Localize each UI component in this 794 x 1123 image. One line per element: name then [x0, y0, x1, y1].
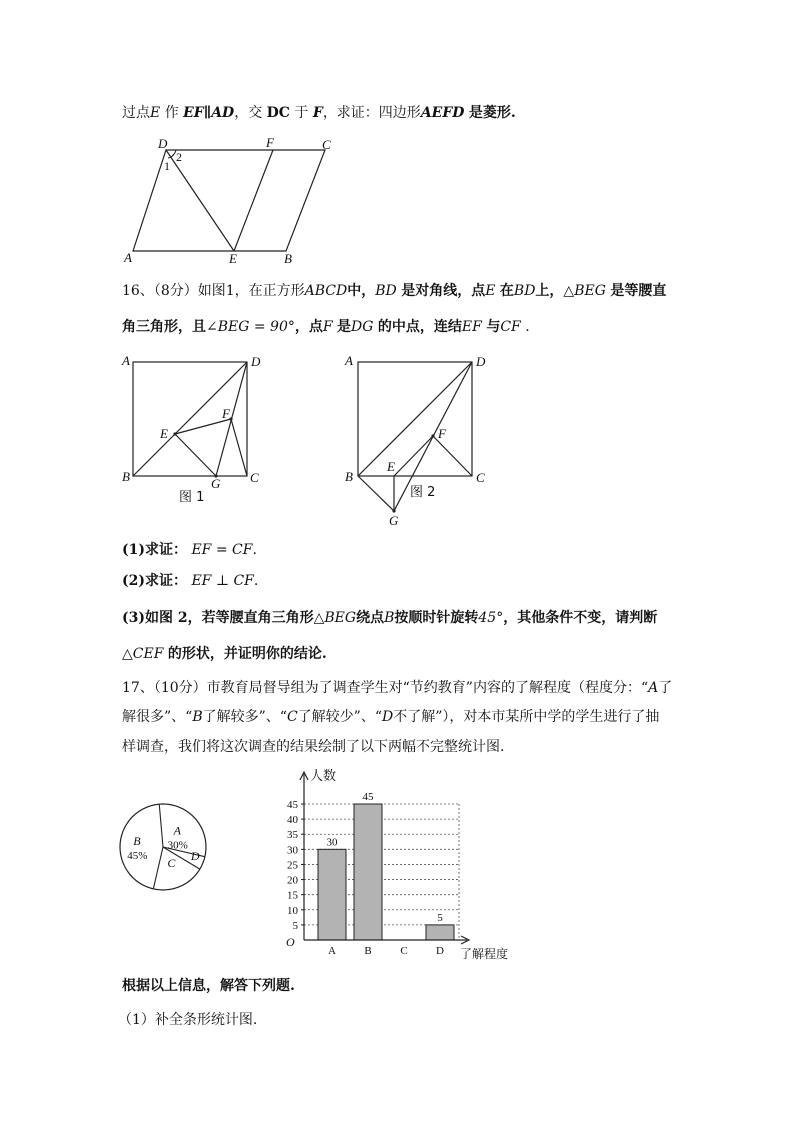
q16-seg-ef: EF	[461, 319, 482, 335]
segment-de	[166, 150, 234, 251]
q16-part-label: (1)求证：	[122, 542, 187, 558]
q16-text: (3)如图 2，若等腰直角三角形	[122, 610, 314, 626]
q17-statement-line2	[122, 708, 659, 726]
pie-percent-b: 45%	[127, 850, 148, 863]
pie-label-d: D	[190, 848, 200, 863]
q16-text: .	[525, 319, 530, 335]
label-d: D	[476, 354, 486, 369]
q17-text: 了解较少”、“	[297, 709, 382, 725]
q16-degree: 45°	[478, 610, 504, 626]
x-tick-labels	[328, 945, 444, 957]
q16-square: ABCD	[304, 283, 348, 299]
bar-chart	[282, 768, 517, 968]
bar-data-label-b: 45	[362, 791, 374, 803]
q17-text: 样调查，我们将这次调查的结果绘制了以下两幅不完整统计图.	[122, 739, 505, 755]
label-g: G	[211, 476, 221, 491]
q15-text: 于	[294, 105, 309, 121]
q16-text: .	[253, 573, 259, 589]
q16-triangle-beg: △BEG	[563, 283, 606, 299]
x-tick-label-b: B	[364, 945, 372, 957]
q16-text: 的形状，并证明你的结论.	[167, 646, 327, 662]
q17-text: 不了解”），对本市某所中学的学生进行了抽	[393, 709, 660, 725]
y-tick-label: 5	[292, 919, 298, 932]
segment-bg	[358, 476, 394, 511]
y-tick-labels	[287, 799, 299, 932]
figure-1-caption: 图 1	[179, 490, 205, 505]
q17-text: 根据以上信息，解答下列题.	[122, 978, 295, 994]
label-a: A	[345, 353, 353, 368]
origin-label: O	[286, 935, 295, 949]
label-f: F	[266, 135, 274, 150]
label-b: B	[284, 251, 292, 266]
q16-text: 在	[499, 283, 514, 299]
label-f: F	[222, 406, 230, 421]
x-tick-label-a: A	[328, 945, 336, 957]
q16-seg-bd: BD	[375, 283, 397, 299]
q16-part-expr: EF ⊥ CF	[191, 573, 254, 589]
q16-text: 是对角线，点	[401, 283, 486, 299]
bar-series	[318, 791, 454, 940]
label-e: E	[229, 251, 237, 266]
q16-text: 绕点	[356, 610, 385, 626]
figure-2-caption: 图 2	[410, 485, 436, 500]
label-c: C	[476, 470, 485, 485]
pie-slice-b-edge	[153, 847, 163, 889]
segment-fc	[231, 419, 247, 476]
q16-triangle-cef: △CEF	[122, 646, 164, 662]
q16-point-f: F	[322, 319, 333, 335]
q15-figure	[110, 130, 350, 270]
q16-part-3-line2	[122, 645, 327, 663]
pie-label-c: C	[167, 855, 176, 870]
point-f	[431, 434, 434, 437]
q15-seg-ef: EF	[183, 105, 204, 121]
q16-text: ，其他条件不变，请判断	[503, 610, 658, 626]
x-axis-label: 了解程度	[460, 947, 509, 961]
q15-statement	[122, 104, 516, 122]
bar-a	[318, 849, 346, 940]
q16-text: 16、（8分）如图1，在正方形	[122, 283, 305, 299]
q15-text: ，求证：四边形	[322, 105, 421, 121]
q17-level-a: A	[648, 680, 659, 696]
q17-level-b: B	[192, 709, 203, 725]
label-angle-2: 2	[176, 150, 182, 164]
label-c: C	[322, 137, 331, 152]
x-tick-label-c: C	[400, 945, 408, 957]
segment-ef	[394, 436, 433, 476]
label-a: A	[124, 250, 132, 265]
q16-statement-line2	[122, 318, 530, 336]
parallelogram-abcd	[133, 150, 325, 251]
q16-part-2	[122, 572, 258, 590]
q16-figure-1	[115, 350, 275, 510]
q16-text: 角三角形，且	[122, 319, 206, 335]
q16-point-e: E	[485, 283, 496, 299]
segment-ef	[175, 419, 231, 434]
q17-statement-line1	[122, 679, 672, 697]
label-d: D	[251, 354, 261, 369]
y-tick-label: 10	[287, 904, 298, 917]
q17-level-d: D	[382, 709, 394, 725]
y-tick-label: 45	[287, 799, 298, 811]
q15-seg-ad: AD	[211, 105, 235, 121]
y-tick-label: 30	[287, 844, 298, 857]
q15-parallel: ∥	[203, 105, 212, 121]
label-f: F	[438, 426, 446, 441]
q15-point-f: F	[312, 105, 323, 121]
q15-seg-dc: DC	[266, 105, 290, 121]
q16-text: ，点	[294, 319, 323, 335]
y-tick-label: 25	[287, 859, 298, 872]
pie-percent-a: 30%	[167, 839, 188, 852]
q16-text: 按顺时针旋转	[394, 610, 479, 626]
label-angle-1: 1	[164, 159, 170, 173]
q16-seg-dg: DG	[351, 319, 374, 335]
q16-triangle-beg: △BEG	[313, 610, 357, 626]
q17-text: 了解较多”、“	[202, 709, 287, 725]
bar-data-label-d: 5	[437, 911, 443, 924]
q17-text: 解很多”、“	[122, 709, 193, 725]
q16-seg-bd: BD	[513, 283, 536, 299]
bar-b	[354, 804, 382, 940]
y-tick-label: 40	[287, 814, 298, 827]
q17-after-1	[122, 977, 295, 995]
y-tick-label: 20	[287, 874, 298, 887]
q15-point-e: E	[150, 105, 161, 121]
label-e: E	[160, 426, 168, 441]
q16-seg-cf: CF	[500, 319, 521, 335]
q16-statement-line1	[122, 282, 666, 300]
segment-eg	[175, 434, 216, 476]
label-e: E	[387, 459, 395, 474]
q17-text: （1）补全条形统计图.	[118, 1012, 258, 1028]
q16-text: 的中点，连结	[377, 319, 462, 335]
point-e	[173, 432, 176, 435]
pie-label-a: A	[173, 823, 181, 838]
y-axis-label: 人数	[310, 769, 337, 784]
segment-fc	[433, 436, 472, 476]
y-tick-label: 15	[287, 889, 298, 902]
q16-part-3	[122, 609, 657, 627]
label-b: B	[345, 469, 353, 484]
q15-text: 过点	[122, 105, 150, 121]
label-a: A	[122, 353, 130, 368]
q17-statement-line3	[122, 738, 504, 756]
q17-level-c: C	[286, 709, 298, 725]
bar-d	[426, 925, 454, 940]
q16-part-1	[122, 541, 257, 559]
q16-point-b: B	[384, 610, 395, 626]
bar-data-label-a: 30	[326, 836, 338, 849]
q16-part-expr: EF = CF	[191, 542, 253, 558]
q15-text: 是菱形.	[468, 105, 516, 121]
q16-text: .	[252, 542, 257, 558]
q16-angle: ∠BEG = 90°	[206, 319, 295, 335]
label-g: G	[389, 513, 399, 528]
pie-slice-a-edge	[159, 804, 163, 847]
q17-text: 17、（10分）市教育局督导组为了调查学生对“节约教育”内容的了解程度（程度分：“	[122, 680, 649, 696]
pie-chart	[115, 800, 215, 895]
label-d: D	[158, 136, 168, 151]
pie-label-b: B	[133, 834, 141, 849]
q17-text: 了	[658, 680, 673, 696]
q15-quad-aefd: AEFD	[420, 105, 465, 121]
y-tick-label: 35	[287, 829, 298, 842]
x-tick-label-d: D	[436, 945, 444, 957]
q17-after-2	[118, 1011, 257, 1029]
segment-ef	[234, 150, 273, 251]
q16-part-label: (2)求证：	[122, 573, 187, 589]
q16-text: 中，	[347, 283, 376, 299]
q15-text: 作	[164, 105, 179, 121]
q16-text: 是等腰直	[610, 283, 667, 299]
label-b: B	[122, 469, 130, 484]
q15-text: ，交	[234, 105, 263, 121]
q16-text: 是	[337, 319, 352, 335]
q16-figure-2	[337, 350, 497, 530]
q16-text: 上，	[535, 283, 564, 299]
label-c: C	[250, 470, 259, 485]
q16-text: 与	[486, 319, 501, 335]
